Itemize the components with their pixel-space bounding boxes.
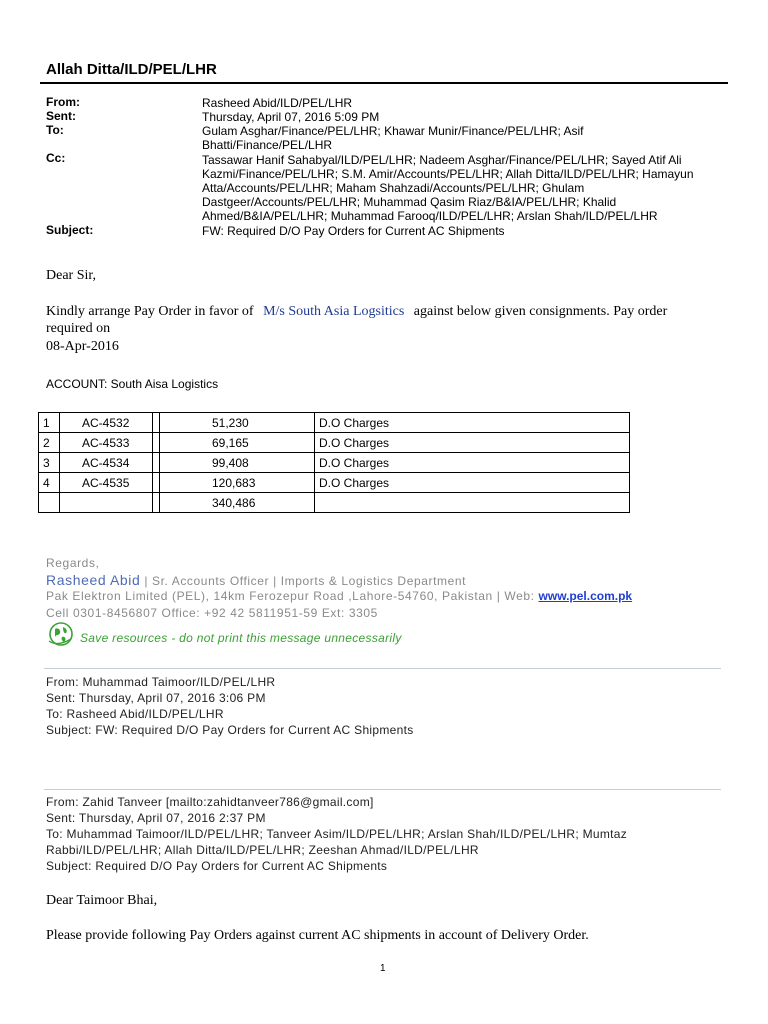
- table-row: [39, 413, 630, 433]
- vendor-link[interactable]: M/s South Asia Logsitics: [263, 304, 405, 319]
- ac-number: AC-4532: [60, 413, 153, 433]
- total-amount: 340,486: [160, 493, 315, 513]
- sent-label: Sent:: [46, 109, 76, 123]
- subject-label: Subject:: [46, 223, 94, 237]
- fwd2-from: From: Zahid Tanveer [mailto:zahidtanveer786@gmail.com]: [46, 795, 374, 809]
- row-number: 4: [39, 473, 60, 493]
- request-date: 08-Apr-2016: [46, 339, 119, 354]
- fwd1-from: From: Muhammad Taimoor/ILD/PEL/LHR: [46, 675, 276, 689]
- charge-description: D.O Charges: [315, 473, 630, 493]
- fwd2-sent: Sent: Thursday, April 07, 2016 2:37 PM: [46, 811, 266, 825]
- request-text-pre: Kindly arrange Pay Order in favor of: [46, 304, 254, 319]
- separator-line: [44, 668, 721, 669]
- total-row: [39, 493, 630, 513]
- charge-description: D.O Charges: [315, 433, 630, 453]
- sender-title: | Sr. Accounts Officer | Imports & Logistics Department: [144, 574, 467, 588]
- sent-value: Thursday, April 07, 2016 5:09 PM: [202, 110, 380, 124]
- from-value: Rasheed Abid/ILD/PEL/LHR: [202, 96, 353, 110]
- account-label: ACCOUNT: South Aisa Logistics: [46, 377, 219, 391]
- fwd1-subject: Subject: FW: Required D/O Pay Orders for Current AC Shipments: [46, 723, 414, 737]
- website-link[interactable]: www.pel.com.pk: [538, 589, 633, 603]
- address-line: [46, 589, 632, 603]
- fwd2-to-line2: Rabbi/ILD/PEL/LHR; Allah Ditta/ILD/PEL/LHR; Zeeshan Ahmad/ILD/PEL/LHR: [46, 843, 479, 857]
- sender-name: Rasheed Abid: [46, 572, 141, 588]
- eco-note: Save resources - do not print this message unnecessarily: [80, 631, 402, 645]
- fwd1-to: To: Rasheed Abid/ILD/PEL/LHR: [46, 707, 224, 721]
- ac-number: AC-4535: [60, 473, 153, 493]
- cc-label: Cc:: [46, 151, 66, 165]
- row-number: 1: [39, 413, 60, 433]
- page-number: 1: [380, 963, 386, 974]
- separator-line: [44, 789, 721, 790]
- cc-value-line1: Tassawar Hanif Sahabyal/ILD/PEL/LHR; Nadeem Asghar/Finance/PEL/LHR; Sayed Atif Ali: [202, 153, 682, 167]
- to-value-line1: Gulam Asghar/Finance/PEL/LHR; Khawar Munir/Finance/PEL/LHR; Asif: [202, 124, 584, 138]
- charge-description: D.O Charges: [315, 413, 630, 433]
- row-number: 3: [39, 453, 60, 473]
- table-row: [39, 473, 630, 493]
- ac-number: AC-4533: [60, 433, 153, 453]
- fwd1-sent: Sent: Thursday, April 07, 2016 3:06 PM: [46, 691, 266, 705]
- phone-line: Cell 0301-8456807 Office: +92 42 5811951-59 Ext: 3305: [46, 606, 378, 620]
- ac-number: AC-4534: [60, 453, 153, 473]
- signature-name-line: [46, 572, 466, 588]
- document-title: Allah Ditta/ILD/PEL/LHR: [46, 61, 217, 78]
- to-value-line2: Bhatti/Finance/PEL/LHR: [202, 138, 333, 152]
- amount: 99,408: [160, 453, 315, 473]
- amount: 120,683: [160, 473, 315, 493]
- request-line2: required on: [46, 321, 111, 336]
- request-text-post: against below given consignments. Pay order: [413, 304, 668, 319]
- fwd2-subject: Subject: Required D/O Pay Orders for Current AC Shipments: [46, 859, 388, 873]
- table-row: [39, 453, 630, 473]
- company-address: Pak Elektron Limited (PEL), 14km Ferozepur Road ,Lahore-54760, Pakistan | Web:: [46, 589, 535, 603]
- fwd2-greeting: Dear Taimoor Bhai,: [46, 893, 158, 908]
- from-label: From:: [46, 95, 80, 109]
- row-number: 2: [39, 433, 60, 453]
- globe-icon: [47, 621, 75, 647]
- subject-value: FW: Required D/O Pay Orders for Current AC Shipments: [202, 224, 505, 238]
- request-line: [46, 304, 667, 320]
- to-label: To:: [46, 123, 64, 137]
- title-divider: [40, 82, 728, 84]
- fwd2-to-line1: To: Muhammad Taimoor/ILD/PEL/LHR; Tanveer Asim/ILD/PEL/LHR; Arslan Shah/ILD/PEL/LHR; Mumtaz: [46, 827, 628, 841]
- cc-value-line4: Dastgeer/Accounts/PEL/LHR; Muhammad Qasim Riaz/B&IA/PEL/LHR; Khalid: [202, 195, 617, 209]
- regards: Regards,: [46, 556, 100, 570]
- pay-order-table: [38, 412, 630, 513]
- table-row: [39, 433, 630, 453]
- amount: 69,165: [160, 433, 315, 453]
- charge-description: D.O Charges: [315, 453, 630, 473]
- amount: 51,230: [160, 413, 315, 433]
- fwd2-body: Please provide following Pay Orders against current AC shipments in account of Delivery Order.: [46, 928, 589, 943]
- greeting: Dear Sir,: [46, 268, 96, 283]
- cc-value-line5: Ahmed/B&IA/PEL/LHR; Muhammad Farooq/ILD/PEL/LHR; Arslan Shah/ILD/PEL/LHR: [202, 209, 658, 223]
- cc-value-line2: Kazmi/Finance/PEL/LHR; S.M. Amir/Accounts/PEL/LHR; Allah Ditta/ILD/PEL/LHR; Hamayun: [202, 167, 694, 181]
- cc-value-line3: Atta/Accounts/PEL/LHR; Maham Shahzadi/Accounts/PEL/LHR; Ghulam: [202, 181, 585, 195]
